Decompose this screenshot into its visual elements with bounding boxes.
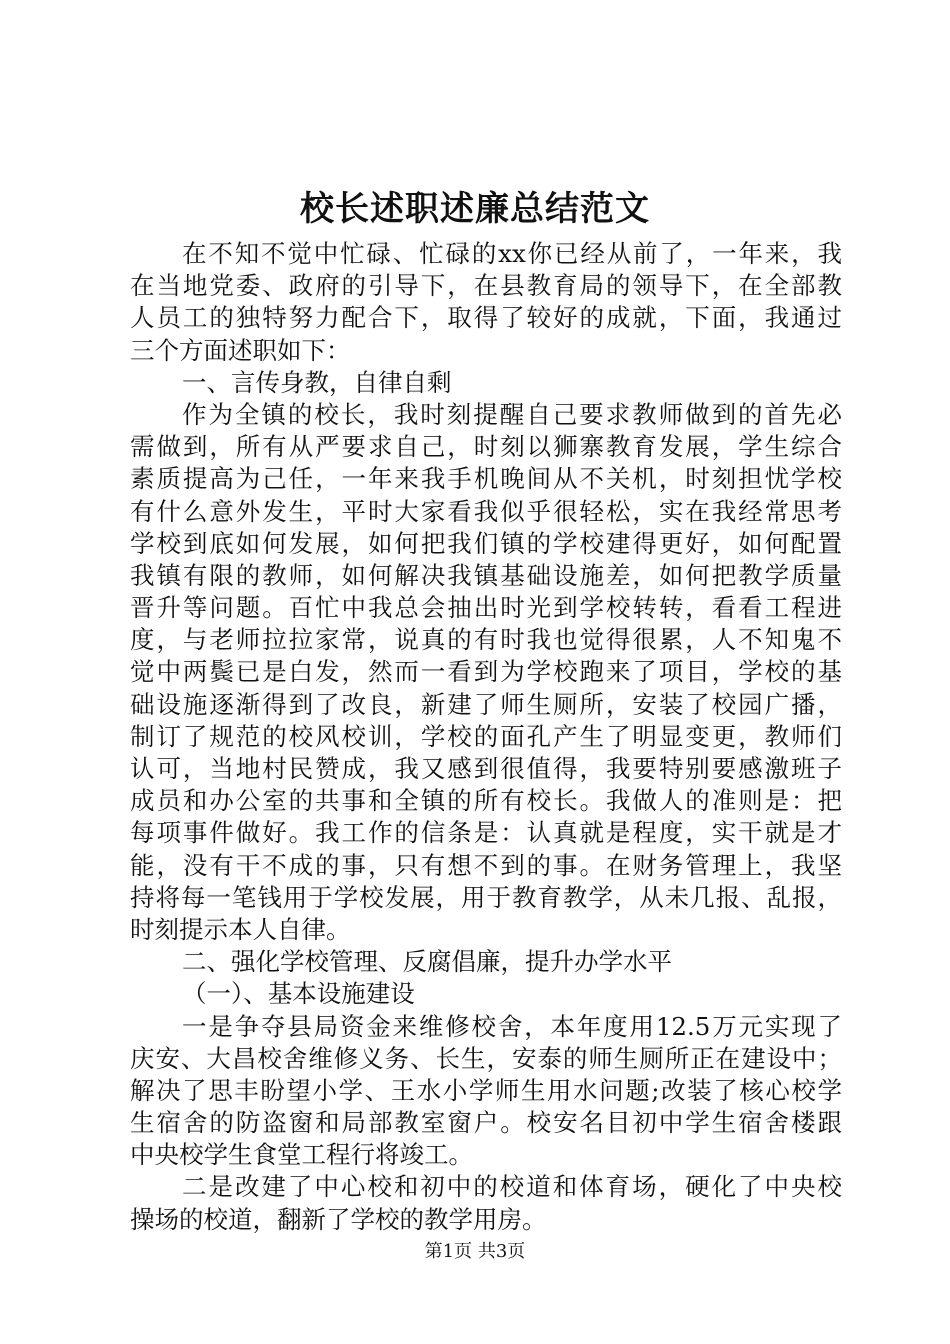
text-line: 需做到，所有从严要求自己，时刻以狮寨教育发展，学生综合: [130, 432, 842, 462]
text-line: 在不知不觉中忙碌、忙碌的xx你已经从前了，一年来，我: [182, 239, 842, 268]
text-line: 庆安、大昌校舍维修义务、长生，安泰的师生厕所正在建设中；: [130, 1043, 842, 1073]
document-body: [130, 238, 842, 1236]
text-line: 作为全镇的校长，我时刻提醒自己要求教师做到的首先必: [182, 399, 842, 429]
text-line: 生宿舍的防盗窗和局部教室窗户。校安名目初中学生宿舍楼跟: [130, 1108, 842, 1138]
section-heading: 一、言传身教，自律自剩: [182, 367, 452, 397]
text-line: 我镇有限的教师，如何解决我镇基础设施差，如何把教学质量: [130, 560, 842, 590]
text-line: 操场的校道，翻新了学校的教学用房。: [130, 1204, 547, 1234]
text-line: 解决了思丰盼望小学、王水小学师生用水问题;改装了核心校学: [130, 1075, 842, 1105]
text-line: 三个方面述职如下：: [130, 335, 351, 365]
subsection-heading: （一）、基本设施建设: [182, 979, 415, 1009]
text-line: 能，没有干不成的事，只有想不到的事。在财务管理上，我坚: [130, 850, 842, 880]
text-line: 有什么意外发生，平时大家看我似乎很轻松，实在我经常思考: [130, 496, 842, 526]
document-title: 校长述职述廉总结范文: [300, 189, 650, 229]
text-line: 人员工的独特努力配合下，取得了较好的成就，下面，我通过: [130, 303, 842, 333]
text-line: 度，与老师拉拉家常，说真的有时我也觉得很累，人不知鬼不: [130, 625, 842, 655]
text-line: 素质提高为己任，一年来我手机晚间从不关机，时刻担忧学校: [130, 464, 842, 494]
text-line: 一是争夺县局资金来维修校舍，本年度用12.5万元实现了: [182, 1011, 842, 1041]
page-footer: 第1页 共3页: [424, 1241, 526, 1262]
text-line: 在当地党委、政府的引导下，在县教育局的领导下，在全部教: [130, 271, 842, 301]
text-line: 觉中两鬓已是白发，然而一看到为学校跑来了项目，学校的基: [130, 657, 842, 687]
text-line: 制订了规范的校风校训，学校的面孔产生了明显变更，教师们: [130, 721, 842, 751]
text-line: 中央校学生食堂工程行将竣工。: [130, 1140, 473, 1170]
text-line: 二是改建了中心校和初中的校道和体育场，硬化了中央校: [182, 1172, 842, 1202]
text-line: 每项事件做好。我工作的信条是：认真就是程度，实干就是才: [130, 818, 842, 848]
text-line: 学校到底如何发展，如何把我们镇的学校建得更好，如何配置: [130, 528, 842, 558]
section-heading: 二、强化学校管理、反腐倡廉，提升办学水平: [182, 947, 672, 977]
text-line: 认可，当地村民赞成，我又感到很值得，我要特别要感激班子: [130, 754, 842, 783]
text-line: 持将每一笔钱用于学校发展，用于教育教学，从未几报、乱报，: [130, 882, 842, 912]
text-line: 成员和办公室的共事和全镇的所有校长。我做人的准则是：把: [130, 786, 842, 816]
text-line: 时刻提示本人自律。: [130, 914, 351, 944]
text-line: 晋升等问题。百忙中我总会抽出时光到学校转转，看看工程进: [130, 593, 842, 623]
text-line: 础设施逐渐得到了改良，新建了师生厕所，安装了校园广播，: [130, 689, 842, 719]
